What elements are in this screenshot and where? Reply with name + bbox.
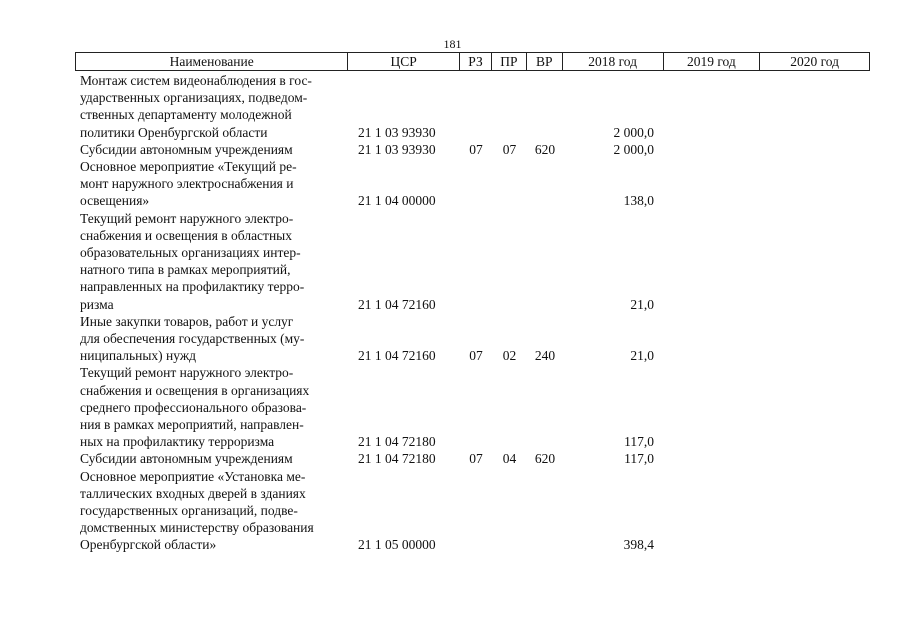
cell-name: Субсидии автономным учреждениям bbox=[80, 141, 293, 157]
page-number: 181 bbox=[443, 37, 462, 51]
cell-csr: 21 1 04 72180 bbox=[358, 451, 436, 467]
cell-y2018: 398,4 bbox=[623, 537, 654, 553]
cell-rz: 07 bbox=[469, 451, 483, 467]
cell-pr: 04 bbox=[502, 451, 517, 467]
header-2019: 2019 год bbox=[664, 53, 761, 70]
cell-vr: 240 bbox=[534, 348, 556, 364]
cell-name: Иные закупки товаров, работ и услуг для обеспечения государственных (му- ниципальных) нужд bbox=[80, 313, 305, 364]
cell-pr: 02 bbox=[502, 348, 517, 364]
table-row bbox=[75, 72, 870, 141]
table-row bbox=[75, 210, 870, 313]
cell-csr: 21 1 05 00000 bbox=[358, 537, 436, 553]
table-row bbox=[75, 364, 870, 450]
cell-vr: 620 bbox=[534, 141, 556, 157]
cell-csr: 21 1 04 72180 bbox=[358, 434, 436, 450]
cell-csr: 21 1 03 93930 bbox=[358, 141, 436, 157]
header-2020: 2020 год bbox=[790, 54, 840, 69]
cell-y2018: 2 000,0 bbox=[613, 124, 654, 140]
header-rz: РЗ bbox=[460, 53, 492, 70]
cell-name: Текущий ремонт наружного электро- снабжения и освещения в областных образовательных организациях интер- натного типа в рамках мероприятий, направленных на профилактику терро- ризма bbox=[80, 210, 305, 312]
cell-name: Основное мероприятие «Установка ме- таллических входных дверей в зданиях государственных организаций, подве- домственных министерству образования Оренбургской области» bbox=[80, 468, 314, 553]
cell-csr: 21 1 04 72160 bbox=[358, 296, 436, 312]
cell-name: Основное мероприятие «Текущий ре- монт наружного электроснабжения и освещения» bbox=[80, 159, 297, 209]
header-name: Наименование bbox=[76, 53, 348, 70]
cell-y2018: 138,0 bbox=[623, 193, 654, 209]
header-2018: 2018 год bbox=[563, 53, 664, 70]
header-pr: ПР bbox=[492, 53, 527, 70]
cell-name: Текущий ремонт наружного электро- снабжения и освещения в организациях среднего профессионального образова- ния в рамках мероприятий, направлен- ных на профилактику терроризма bbox=[80, 365, 310, 450]
cell-y2018: 21,0 bbox=[630, 348, 654, 364]
cell-rz: 07 bbox=[469, 348, 483, 364]
header-csr: ЦСР bbox=[348, 53, 460, 70]
cell-name: Монтаж систем видеонаблюдения в гос- ударственных организациях, подведом- ственных департаменту молодежной политики Оренбургской области bbox=[80, 73, 312, 140]
cell-csr: 21 1 03 93930 bbox=[358, 124, 436, 140]
cell-y2018: 117,0 bbox=[624, 451, 654, 467]
table-row bbox=[75, 158, 870, 210]
table-row bbox=[75, 141, 870, 158]
table-header bbox=[75, 52, 870, 71]
cell-y2018: 117,0 bbox=[624, 434, 654, 450]
cell-csr: 21 1 04 72160 bbox=[358, 348, 436, 364]
table-row bbox=[75, 450, 870, 467]
cell-y2018: 21,0 bbox=[630, 296, 654, 312]
table-row bbox=[75, 468, 870, 554]
cell-pr: 07 bbox=[502, 141, 517, 157]
budget-table bbox=[75, 52, 870, 554]
cell-rz: 07 bbox=[469, 141, 483, 157]
cell-vr: 620 bbox=[534, 451, 556, 467]
table-body bbox=[75, 72, 870, 554]
cell-name: Субсидии автономным учреждениям bbox=[80, 451, 293, 467]
header-vr: ВР bbox=[527, 53, 563, 70]
cell-y2018: 2 000,0 bbox=[613, 141, 654, 157]
table-row bbox=[75, 313, 870, 365]
cell-csr: 21 1 04 00000 bbox=[358, 193, 436, 209]
